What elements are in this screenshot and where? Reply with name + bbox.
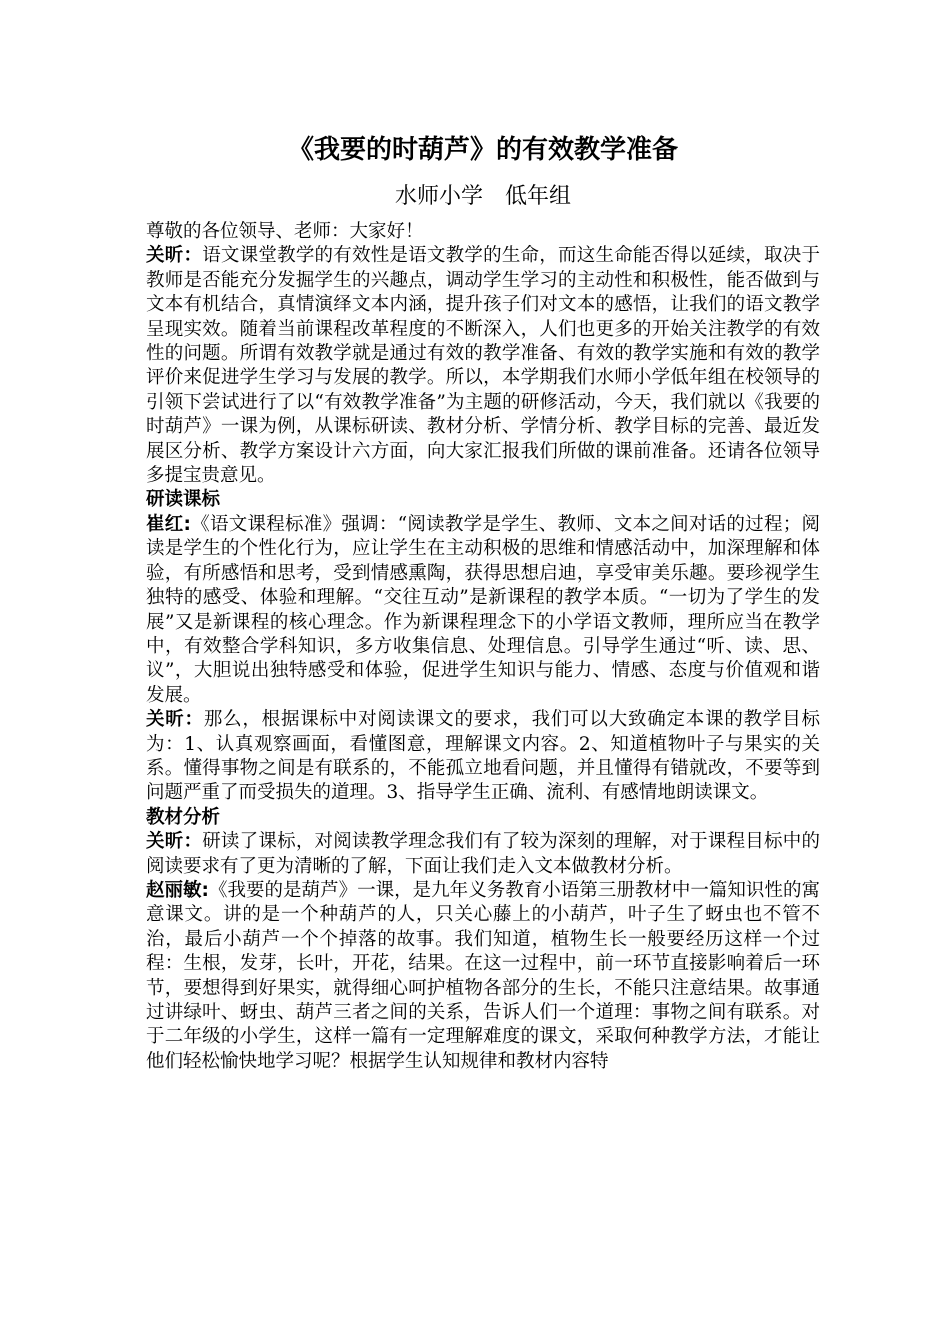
- paragraph-objectives: [146, 708, 820, 806]
- greeting: 尊敬的各位领导、老师：大家好！: [146, 221, 424, 242]
- paragraph-text: 《语文课程标准》强调：“阅读教学是学生、教师、文本之间对话的过程；阅读是学生的个性化行为，应让学生在主动积极的思维和情感活动中，加深理解和体验，有所感悟和思考，受到情感熏陶，获得思想启迪，享受审美乐趣。要珍视学生独特的感受、体验和理解。“交往互动”是新课程的教学本质。“一切为了学生的发展”又是新课程的核心理念。作为新课程理念下的小学语文教师，理所应当在教学中，有效整合学科知识，多方收集信息、处理信息。引导学生通过“听、读、思、议”，大胆说出独特感受和体验，促进学生知识与能力、情感、态度与价值观和谐发展。: [146, 513, 820, 706]
- document-page: [146, 130, 820, 1074]
- paragraph-text: 《我要的是葫芦》一课，是九年义务教育小语第三册教材中一篇知识性的寓意课文。讲的是一个种葫芦的人，只关心藤上的小葫芦，叶子生了蚜虫也不管不治，最后小葫芦一个个掉落的故事。我们知道，植物生长一般要经历这样一个过程：生根，发芽，长叶，开花，结果。在这一过程中，前一环节直接影响着后一环节，要想得到好果实，就得细心呵护植物各部分的生长，不能只注意结果。故事通过讲绿叶、蚜虫、葫芦三者之间的关系，告诉人们一个道理：事物之间有联系。对于二年级的小学生，这样一篇有一定理解难度的课文，采取何种教学方法，才能让他们轻松愉快地学习呢？根据学生认知规律和教材内容特: [146, 879, 820, 1072]
- paragraph-text: 研读了课标，对阅读教学理念我们有了较为深刻的理解，对于课程目标中的阅读要求有了更为清晰的了解，下面让我们走入文本做教材分析。: [146, 831, 820, 877]
- speaker-label: 崔红:: [146, 513, 191, 535]
- speaker-label: 关昕：: [146, 709, 204, 731]
- paragraph-text: 语文课堂教学的有效性是语文教学的生命，而这生命能否得以延续，取决于教师是否能充分发掘学生的兴趣点，调动学生学习的主动性和积极性，能否做到与文本有机结合，真情演绎文本内涵，提升孩子们对文本的感悟，让我们的语文教学呈现实效。随着当前课程改革程度的不断深入，人们也更多的开始关注教学的有效性的问题。所谓有效教学就是通过有效的教学准备、有效的教学实施和有效的教学评价来促进学生学习与发展的教学。所以，本学期我们水师小学低年组在校领导的引领下尝试进行了以“有效教学准备”为主题的研修活动，今天，我们就以《我要的时葫芦》一课为例，从课标研读、教材分析、学情分析、教学目标的完善、最近发展区分析、教学方案设计六方面，向大家汇报我们所做的课前准备。还请各位领导多提宝贵意见。: [146, 245, 820, 487]
- document-title: 《我要的时葫芦》的有效教学准备: [287, 135, 678, 165]
- paragraph-intro: [146, 244, 820, 488]
- paragraph-analysis: [146, 879, 820, 1074]
- section-heading-textbook: 教材分析: [146, 806, 221, 828]
- paragraph-text: 那么，根据课标中对阅读课文的要求，我们可以大致确定本课的教学目标为：1、认真观察画面，看懂图意，理解课文内容。2、知道植物叶子与果实的关系。懂得事物之间是有联系的，不能孤立地看问题，并且懂得有错就改，不要等到问题严重了而受损失的道理。3、指导学生正确、流利、有感情地朗读课文。: [146, 709, 820, 804]
- speaker-label: 关昕：: [146, 245, 203, 267]
- document-subtitle: 水师小学 低年组: [394, 184, 571, 209]
- paragraph-transition: [146, 830, 820, 879]
- paragraph-curriculum: [146, 513, 820, 708]
- section-heading-curriculum: 研读课标: [146, 489, 221, 511]
- speaker-label: 关昕：: [146, 831, 203, 853]
- speaker-label: 赵丽敏:: [146, 879, 209, 901]
